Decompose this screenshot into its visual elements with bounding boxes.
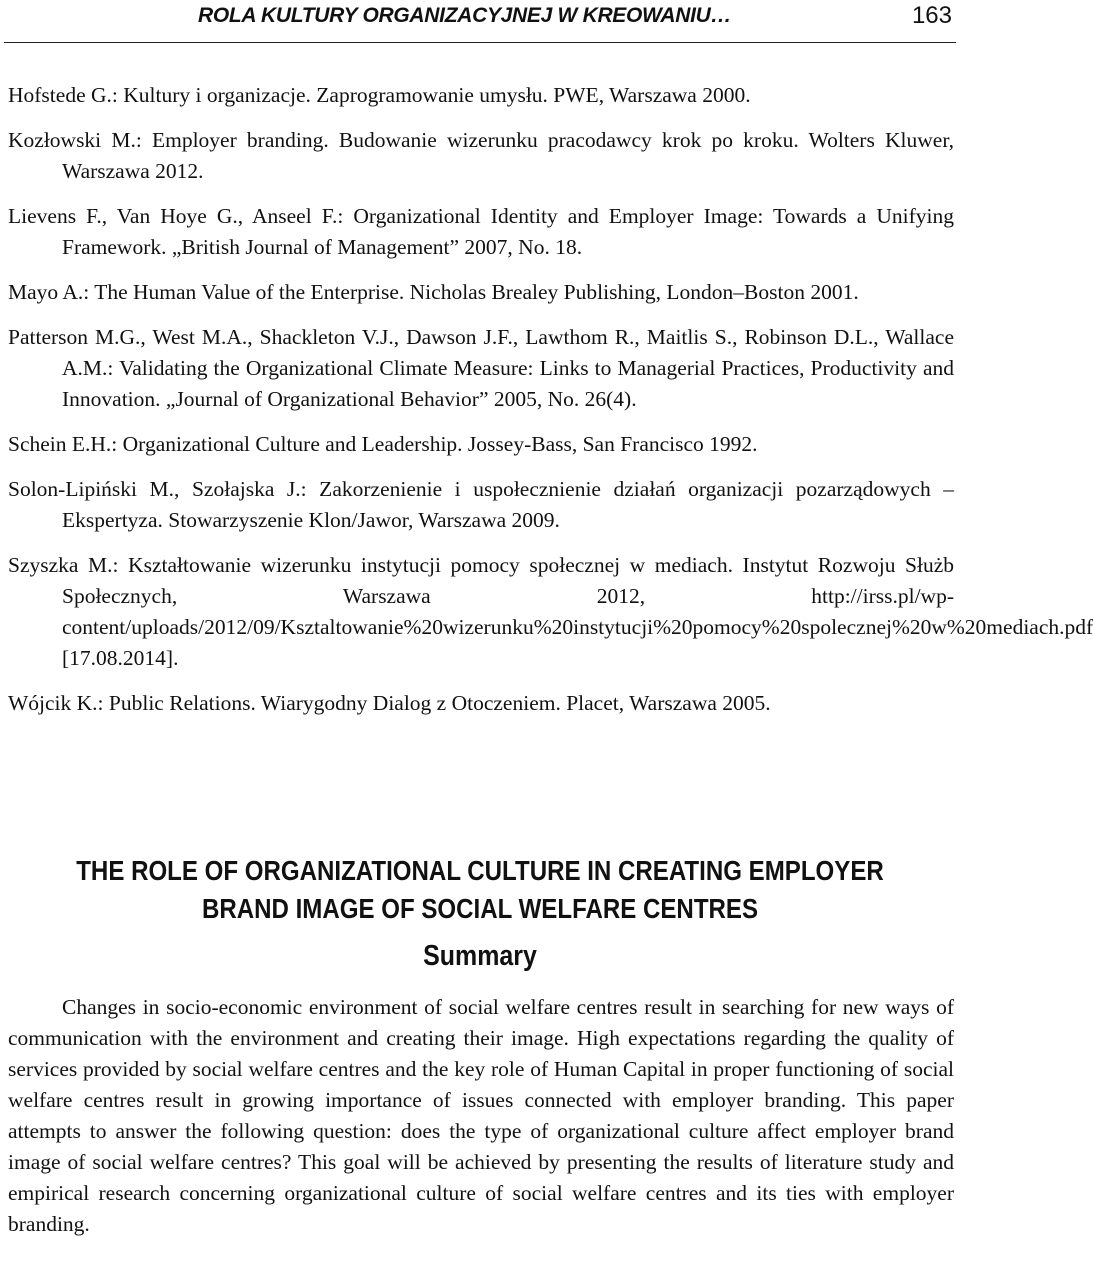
- reference-item: Hofstede G.: Kultury i organizacje. Zaprogramowanie umysłu. PWE, Warszawa 2000.: [8, 83, 751, 107]
- bibliography: [8, 80, 1093, 733]
- page-header: [0, 0, 960, 44]
- page-number: 163: [911, 2, 952, 29]
- reference-item: Lievens F., Van Hoye G., Anseel F.: Organizational Identity and Employer Image: Towards a Unifying Framework. „British Journal of Management” 2007, No. 18.: [8, 204, 954, 259]
- reference-item: Patterson M.G., West M.A., Shackleton V.J., Dawson J.F., Lawthom R., Maitlis S., Robinson D.L., Wallace A.M.: Validating the Organizational Climate Measure: Links to Managerial Practices, Productivity and Innovation. „Journal of Organizational Behavior” 2005, No. 26(4).: [8, 325, 954, 411]
- english-title-line: BRAND IMAGE OF SOCIAL WELFARE CENTRES: [201, 893, 759, 924]
- reference-item: Schein E.H.: Organizational Culture and Leadership. Jossey-Bass, San Francisco 1992.: [8, 432, 758, 456]
- reference-item: Szyszka M.: Kształtowanie wizerunku instytucji pomocy społecznej w mediach. Instytut Rozwoju Służb Społecznych, Warszawa 2012, http://irss.pl/wp-content/uploads/2012/09/Ksztaltowanie%20wizerunku%20instytucji%20pomocy%20spolecznej%20w%20mediach.pdf [17.08.2014].: [8, 553, 1093, 670]
- summary-text: Changes in socio-economic environment of social welfare centres result in searching for new ways of communication with the environment and creating their image. High expectations regarding the quality of services provided by social welfare centres and the key role of Human Capital in proper functioning of social welfare centres result in growing importance of issues connected with employer branding. This paper attempts to answer the following question: does the type of organizational culture affect employer brand image of social welfare centres? This goal will be achieved by presenting the results of literature study and empirical research concerning organizational culture of social welfare centres and its ties with employer branding.: [8, 995, 954, 1236]
- header-divider: [4, 42, 956, 43]
- reference-item: Mayo A.: The Human Value of the Enterprise. Nicholas Brealey Publishing, London–Boston 2001.: [8, 280, 859, 304]
- running-title: ROLA KULTURY ORGANIZACYJNEJ W KREOWANIU…: [198, 4, 732, 27]
- reference-item: Solon-Lipiński M., Szołajska J.: Zakorzenienie i uspołecznienie działań organizacji pozarządowych – Ekspertyza. Stowarzyszenie Klon/Jawor, Warszawa 2009.: [8, 477, 954, 532]
- reference-item: Wójcik K.: Public Relations. Wiarygodny Dialog z Otoczeniem. Placet, Warszawa 2005.: [8, 691, 771, 715]
- summary-heading: Summary: [423, 940, 537, 972]
- reference-item: Kozłowski M.: Employer branding. Budowanie wizerunku pracodawcy krok po kroku. Wolters Kluwer, Warszawa 2012.: [8, 128, 954, 183]
- english-title: [67, 852, 893, 928]
- english-title-line: THE ROLE OF ORGANIZATIONAL CULTURE IN CREATING EMPLOYER: [76, 855, 884, 886]
